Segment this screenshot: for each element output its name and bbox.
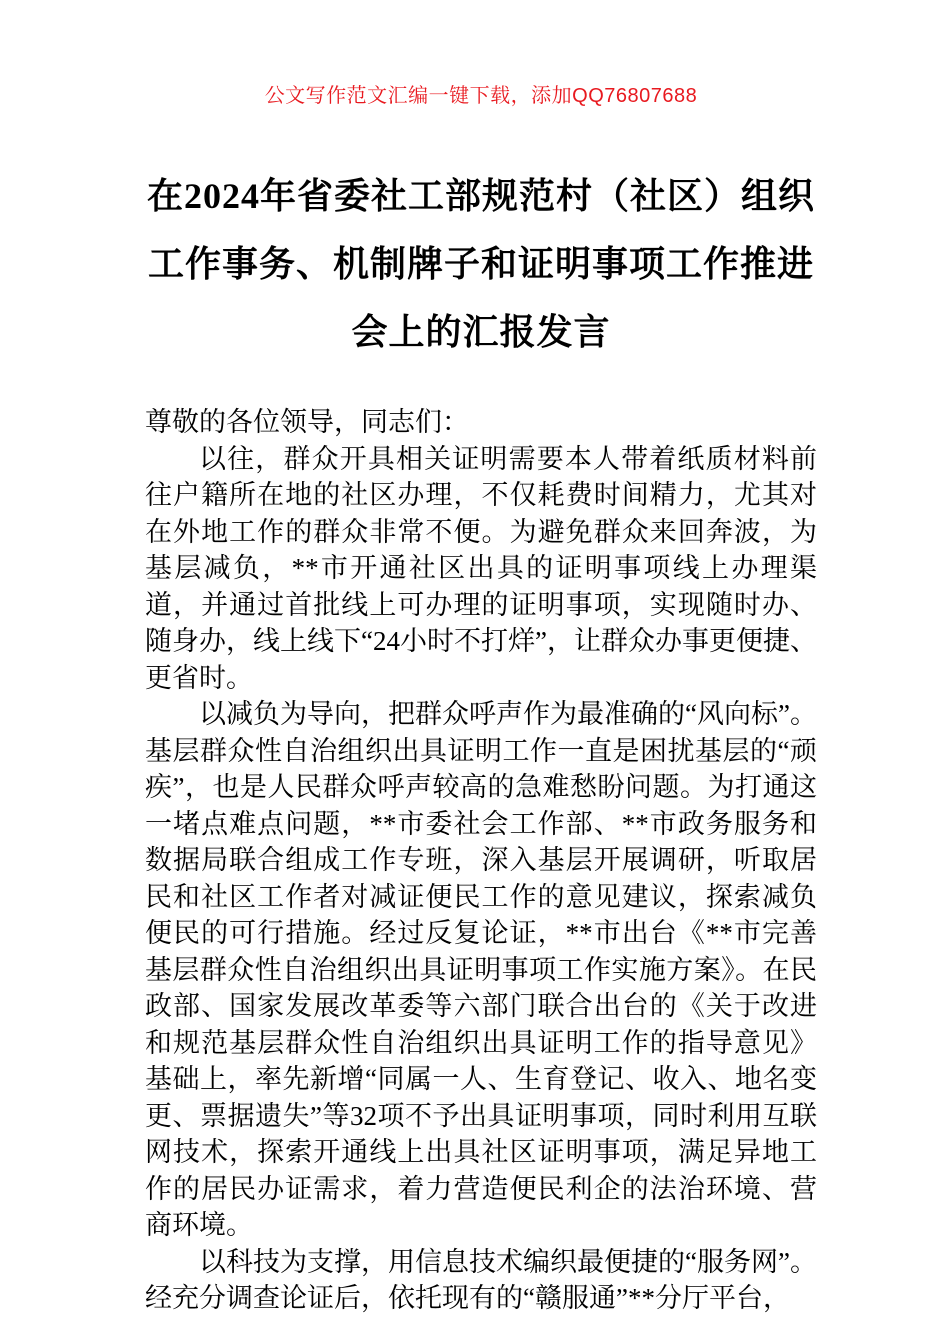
document-title [145,162,817,366]
paragraph-1: 以往，群众开具相关证明需要本人带着纸质材料前往户籍所在地的社区办理，不仅耗费时间精力，尤其对在外地工作的群众非常不便。为避免群众来回奔波，为基层减负，**市开通社区出具的证明事项线上办理渠道，并通过首批线上可办理的证明事项，实现随时办、随身办，线上线下“24小时不打烊”，让群众办事更便捷、更省时。 [145,443,817,693]
paragraph-3: 以科技为支撑，用信息技术编织最便捷的“服务网”。经充分调查论证后，依托现有的“赣服通”**分厅平台， [145,1246,817,1313]
title-line-1: 在2024年省委社工部规范村（社区）组织 [146,176,815,216]
salutation: 尊敬的各位领导，同志们： [145,407,469,437]
document-body [145,404,817,1317]
title-line-3: 会上的汇报发言 [351,312,611,352]
title-line-2: 工作事务、机制牌子和证明事项工作推进 [147,244,814,284]
document-content [145,0,817,1317]
paragraph-2: 以减负为导向，把群众呼声作为最准确的“风向标”。基层群众性自治组织出具证明工作一直是困扰基层的“顽疾”，也是人民群众呼声较高的急难愁盼问题。为打通这一堵点难点问题，**市委社会工作部、**市政务服务和数据局联合组成工作专班，深入基层开展调研，听取居民和社区工作者对减证便民工作的意见建议，探索减负便民的可行措施。经过反复论证，**市出台《**市完善基层群众性自治组织出具证明事项工作实施方案》。在民政部、国家发展改革委等六部门联合出台的《关于改进和规范基层群众性自治组织出具证明工作的指导意见》基础上，率先新增“同属一人、生育登记、收入、地名变更、票据遗失”等32项不予出具证明事项，同时利用互联网技术，探索开通线上出具社区证明事项，满足异地工作的居民办证需求，着力营造便民利企的法治环境、营商环境。 [145,699,817,1240]
download-notice: 公文写作范文汇编一键下载，添加QQ76807688 [264,85,698,107]
